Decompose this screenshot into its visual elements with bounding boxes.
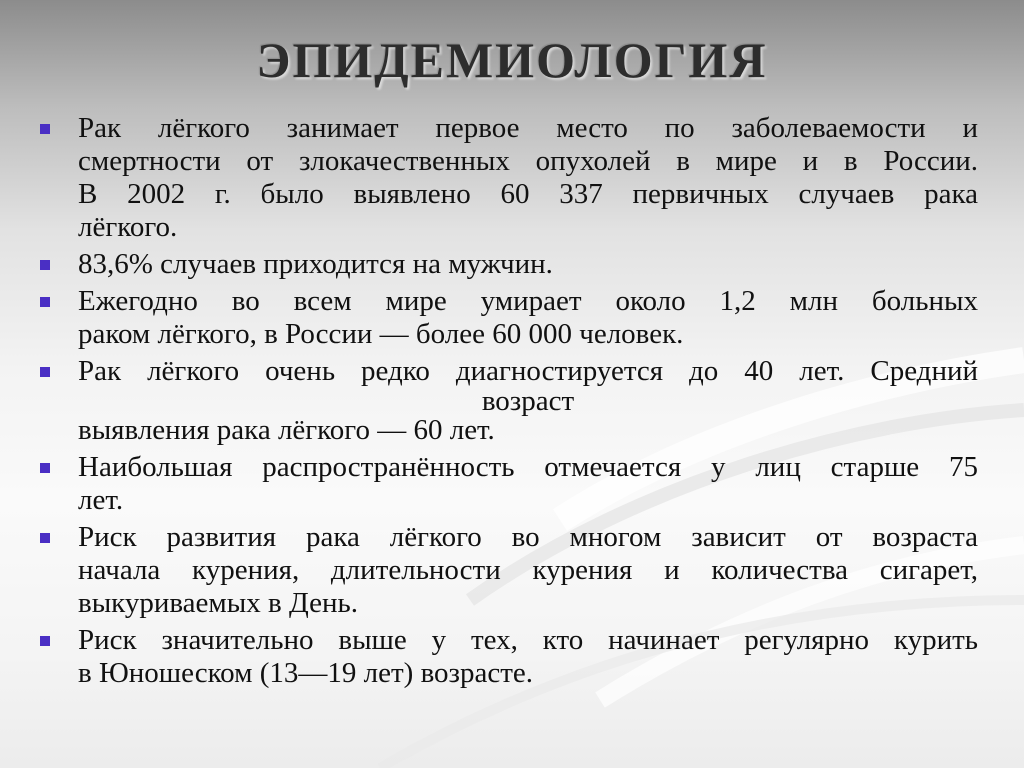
bullet-line: Рак лёгкого очень редко диагностируется до 40 лет. Средний	[78, 355, 978, 387]
bullet-line: раком лёгкого, в России — более 60 000 человек.	[78, 318, 684, 350]
bullet-line: 83,6% случаев приходится на мужчин.	[78, 248, 553, 280]
bullet-item	[38, 355, 978, 447]
bullet-line: Рак лёгкого занимает первое место по заболеваемости и	[78, 112, 978, 144]
square-bullet-icon	[40, 463, 50, 473]
bullet-line: смертности от злокачественных опухолей в мире и в России.	[78, 145, 978, 177]
bullet-line: Риск развития рака лёгкого во многом зависит от возраста	[78, 521, 978, 553]
bullet-line: в Юношеском (13—19 лет) возрасте.	[78, 657, 534, 689]
bullet-line: возраст	[481, 385, 575, 417]
square-bullet-icon	[40, 260, 50, 270]
square-bullet-icon	[40, 636, 50, 646]
square-bullet-icon	[40, 533, 50, 543]
bullet-item	[38, 285, 978, 351]
bullet-line: выкуриваемых в День.	[78, 587, 358, 619]
square-bullet-icon	[40, 367, 50, 377]
bullet-line: лёгкого.	[78, 211, 178, 243]
bullet-line: начала курения, длительности курения и количества сигарет,	[78, 554, 978, 586]
square-bullet-icon	[40, 124, 50, 134]
bullet-line: Наибольшая распространённость отмечается у лиц старше 75	[78, 451, 978, 483]
bullet-list	[38, 112, 978, 694]
slide-title: ЭПИДЕМИОЛОГИЯ	[256, 32, 768, 88]
square-bullet-icon	[40, 297, 50, 307]
bullet-line: Ежегодно во всем мире умирает около 1,2 млн больных	[78, 285, 978, 317]
bullet-item	[38, 248, 978, 281]
bullet-line: выявления рака лёгкого — 60 лет.	[78, 414, 495, 446]
bullet-line: В 2002 г. было выявлено 60 337 первичных случаев рака	[78, 178, 978, 210]
bullet-item	[38, 112, 978, 244]
bullet-line: лет.	[78, 484, 124, 516]
bullet-item	[38, 521, 978, 620]
bullet-line: Риск значительно выше у тех, кто начинает регулярно курить	[78, 624, 978, 656]
bullet-item	[38, 624, 978, 690]
bullet-item	[38, 451, 978, 517]
